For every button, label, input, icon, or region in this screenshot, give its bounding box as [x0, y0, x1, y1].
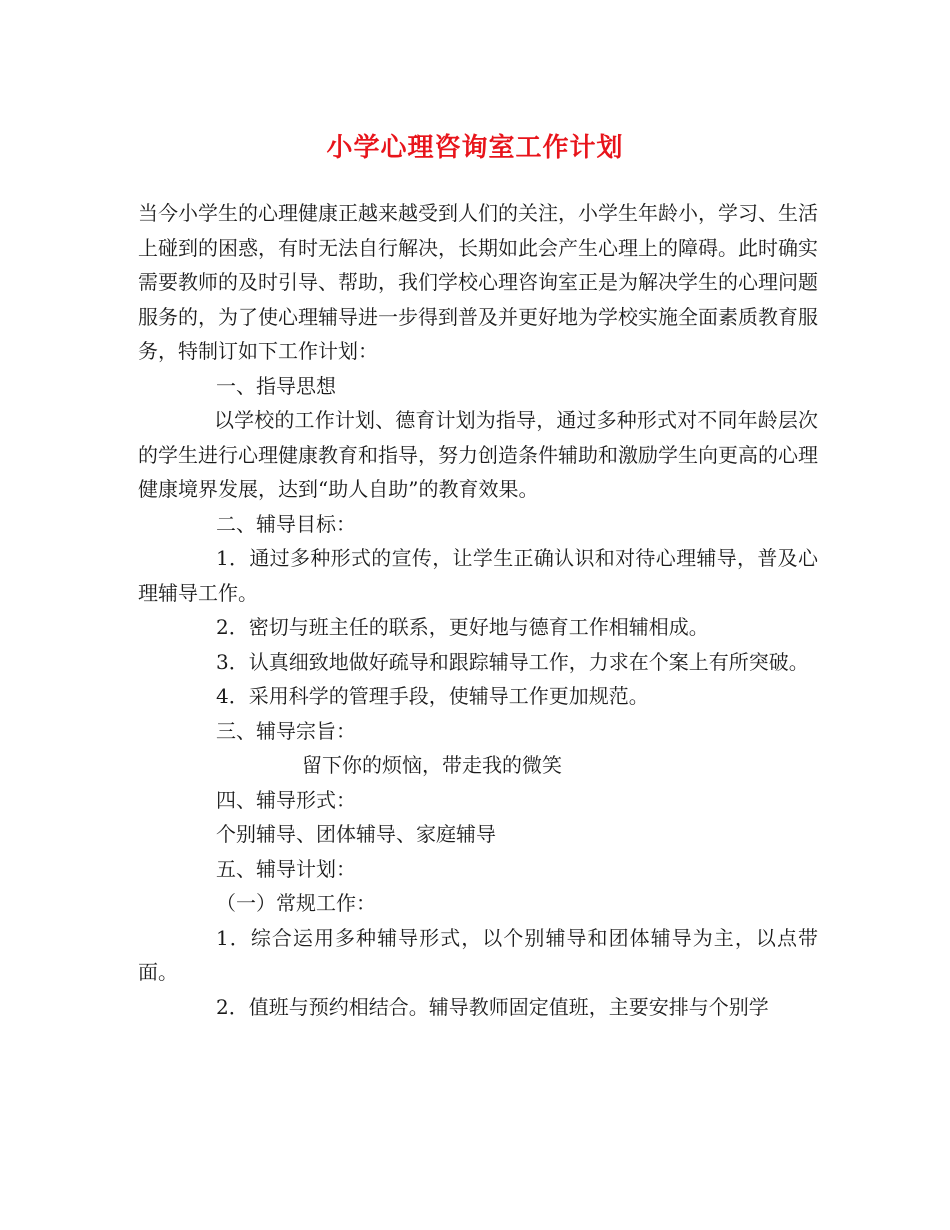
section-heading-forms: 四、辅导形式：	[216, 787, 356, 812]
purpose-motto: 留下你的烦恼，带走我的微笑	[302, 753, 562, 777]
section-body-guiding-idea: 以学校的工作计划、德育计划为指导，通过多种形式对不同年龄层次的学生进行心理健康教育和指导，努力创造条件辅助和激励学生向更高的心理健康境界发展，达到“助人自助”的教育效果。	[138, 408, 818, 501]
plan-item: 2．值班与预约相结合。辅导教师固定值班，主要安排与个别学	[216, 994, 769, 1019]
section-heading-guiding-idea: 一、指导思想	[216, 373, 336, 398]
document-title: 小学心理咨询室工作计划	[326, 133, 624, 163]
section-heading-purpose: 三、辅导宗旨：	[216, 718, 356, 743]
plan-item: 1．综合运用多种辅导形式，以个别辅导和团体辅导为主，以点带面。	[138, 925, 818, 984]
goal-item: 4．采用科学的管理手段，使辅导工作更加规范。	[216, 684, 649, 708]
forms-body: 个别辅导、团体辅导、家庭辅导	[216, 822, 496, 846]
plan-subheading-routine: （一）常规工作：	[216, 891, 376, 915]
document-body	[138, 196, 818, 1024]
intro-paragraph: 当今小学生的心理健康正越来越受到人们的关注，小学生年龄小，学习、生活上碰到的困惑，有时无法自行解决，长期如此会产生心理上的障碍。此时确实需要教师的及时引导、帮助，我们学校心理咨询室正是为解决学生的心理问题服务的，为了使心理辅导进一步得到普及并更好地为学校实施全面素质教育服务，特制订如下工作计划：	[138, 201, 818, 363]
goal-item: 1．通过多种形式的宣传，让学生正确认识和对待心理辅导，普及心理辅导工作。	[138, 546, 818, 605]
section-heading-plan: 五、辅导计划：	[216, 856, 356, 881]
goal-item: 3．认真细致地做好疏导和跟踪辅导工作，力求在个案上有所突破。	[216, 649, 809, 674]
section-heading-goals: 二、辅导目标：	[216, 511, 356, 536]
goal-item: 2．密切与班主任的联系，更好地与德育工作相辅相成。	[216, 615, 709, 639]
